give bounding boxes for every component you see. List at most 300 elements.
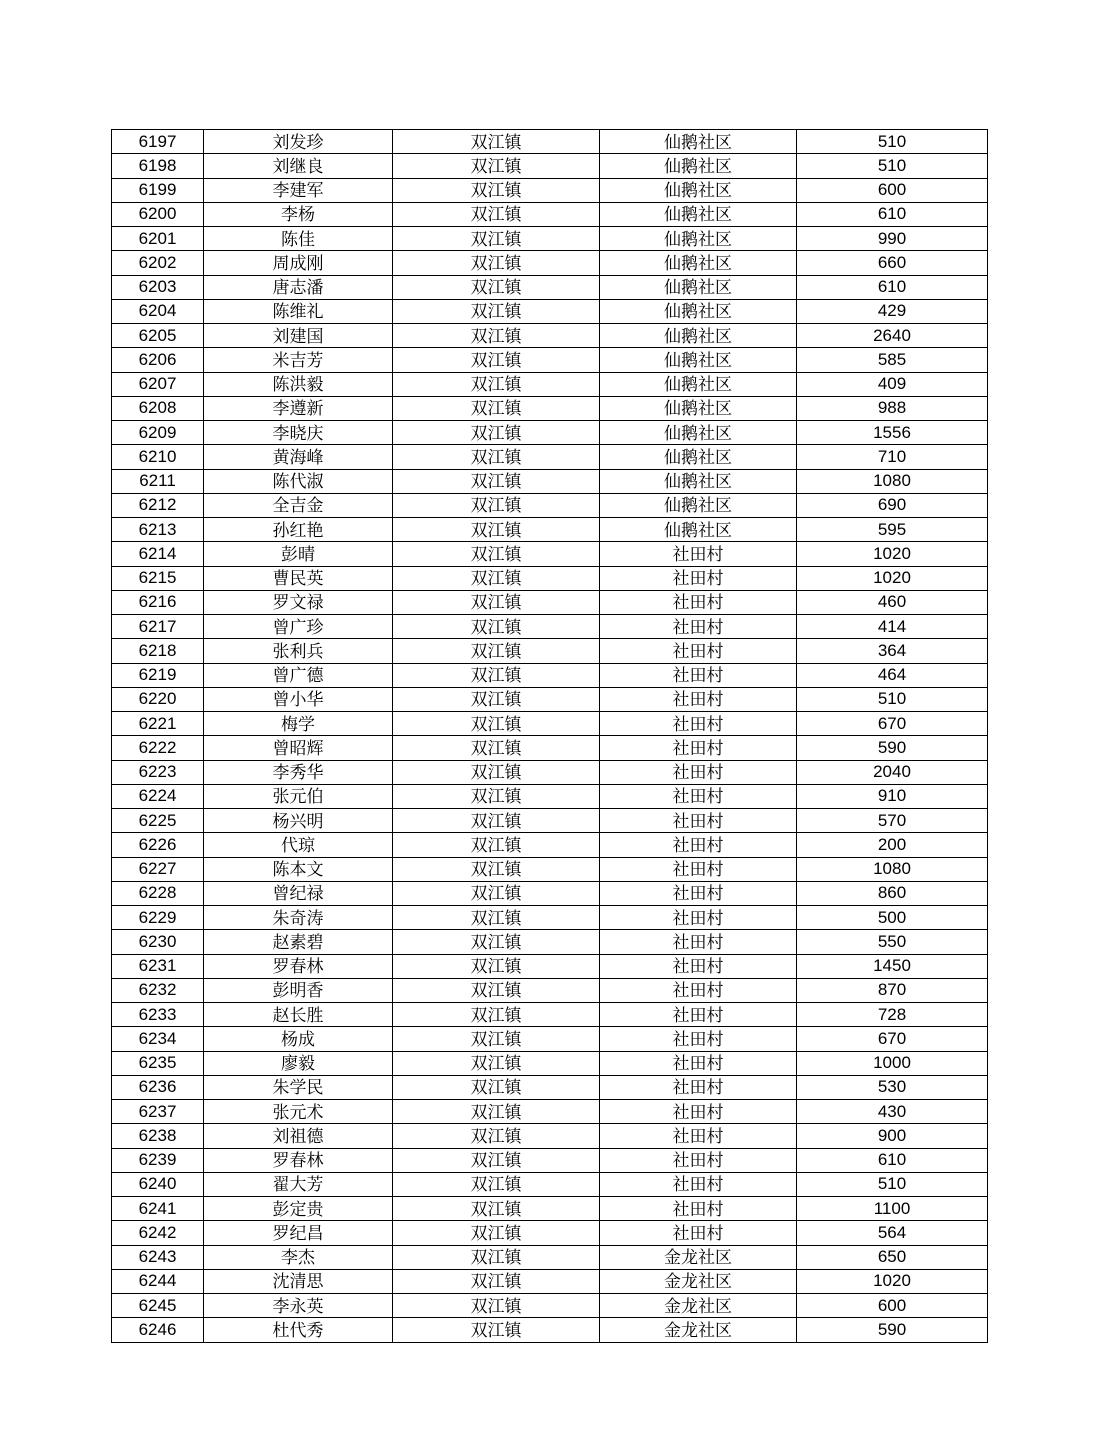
serial-number-cell: 6204 [112, 299, 204, 323]
name-cell: 代琼 [204, 833, 393, 857]
serial-number-cell: 6237 [112, 1100, 204, 1124]
community-cell: 仙鹅社区 [600, 396, 797, 420]
name-cell: 曾广德 [204, 663, 393, 687]
serial-number-cell: 6216 [112, 590, 204, 614]
name-cell: 罗纪昌 [204, 1221, 393, 1245]
community-cell: 仙鹅社区 [600, 202, 797, 226]
amount-cell: 610 [797, 1148, 988, 1172]
amount-cell: 728 [797, 1003, 988, 1027]
serial-number-cell: 6202 [112, 251, 204, 275]
town-cell: 双江镇 [393, 396, 600, 420]
table-row [112, 1269, 988, 1293]
serial-number-cell: 6207 [112, 372, 204, 396]
town-cell: 双江镇 [393, 1245, 600, 1269]
table-row [112, 784, 988, 808]
town-cell: 双江镇 [393, 178, 600, 202]
amount-cell: 710 [797, 445, 988, 469]
amount-cell: 585 [797, 348, 988, 372]
community-cell: 社田村 [600, 1172, 797, 1196]
serial-number-cell: 6198 [112, 154, 204, 178]
table-row [112, 299, 988, 323]
name-cell: 刘祖德 [204, 1124, 393, 1148]
town-cell: 双江镇 [393, 1148, 600, 1172]
community-cell: 仙鹅社区 [600, 324, 797, 348]
amount-cell: 510 [797, 1172, 988, 1196]
name-cell: 罗文禄 [204, 590, 393, 614]
town-cell: 双江镇 [393, 784, 600, 808]
table-row [112, 202, 988, 226]
name-cell: 李遵新 [204, 396, 393, 420]
amount-cell: 2640 [797, 324, 988, 348]
table-row [112, 663, 988, 687]
community-cell: 社田村 [600, 1051, 797, 1075]
records-body [112, 130, 988, 1343]
town-cell: 双江镇 [393, 954, 600, 978]
town-cell: 双江镇 [393, 299, 600, 323]
serial-number-cell: 6246 [112, 1318, 204, 1342]
community-cell: 社田村 [600, 784, 797, 808]
town-cell: 双江镇 [393, 348, 600, 372]
amount-cell: 1020 [797, 542, 988, 566]
name-cell: 陈代淑 [204, 469, 393, 493]
name-cell: 陈本文 [204, 857, 393, 881]
serial-number-cell: 6220 [112, 687, 204, 711]
town-cell: 双江镇 [393, 493, 600, 517]
table-row [112, 1124, 988, 1148]
community-cell: 金龙社区 [600, 1245, 797, 1269]
amount-cell: 510 [797, 687, 988, 711]
table-row [112, 809, 988, 833]
amount-cell: 690 [797, 493, 988, 517]
name-cell: 罗春林 [204, 1148, 393, 1172]
amount-cell: 870 [797, 978, 988, 1002]
name-cell: 张元伯 [204, 784, 393, 808]
name-cell: 李秀华 [204, 760, 393, 784]
town-cell: 双江镇 [393, 712, 600, 736]
table-row [112, 687, 988, 711]
amount-cell: 429 [797, 299, 988, 323]
amount-cell: 610 [797, 202, 988, 226]
table-row [112, 1027, 988, 1051]
name-cell: 张利兵 [204, 639, 393, 663]
name-cell: 罗春林 [204, 954, 393, 978]
town-cell: 双江镇 [393, 760, 600, 784]
table-row [112, 1318, 988, 1342]
community-cell: 社田村 [600, 566, 797, 590]
name-cell: 曾小华 [204, 687, 393, 711]
records-table [111, 129, 988, 1343]
name-cell: 米吉芳 [204, 348, 393, 372]
amount-cell: 590 [797, 1318, 988, 1342]
name-cell: 杨兴明 [204, 809, 393, 833]
community-cell: 社田村 [600, 712, 797, 736]
table-row [112, 906, 988, 930]
community-cell: 社田村 [600, 930, 797, 954]
table-row [112, 1100, 988, 1124]
community-cell: 社田村 [600, 1003, 797, 1027]
town-cell: 双江镇 [393, 663, 600, 687]
community-cell: 社田村 [600, 1148, 797, 1172]
name-cell: 沈清思 [204, 1269, 393, 1293]
town-cell: 双江镇 [393, 469, 600, 493]
town-cell: 双江镇 [393, 202, 600, 226]
amount-cell: 670 [797, 1027, 988, 1051]
table-row [112, 978, 988, 1002]
town-cell: 双江镇 [393, 906, 600, 930]
table-row [112, 542, 988, 566]
name-cell: 陈洪毅 [204, 372, 393, 396]
serial-number-cell: 6210 [112, 445, 204, 469]
amount-cell: 414 [797, 615, 988, 639]
table-row [112, 615, 988, 639]
town-cell: 双江镇 [393, 881, 600, 905]
name-cell: 刘发珍 [204, 130, 393, 154]
town-cell: 双江镇 [393, 1269, 600, 1293]
serial-number-cell: 6213 [112, 518, 204, 542]
amount-cell: 500 [797, 906, 988, 930]
amount-cell: 460 [797, 590, 988, 614]
serial-number-cell: 6230 [112, 930, 204, 954]
town-cell: 双江镇 [393, 1124, 600, 1148]
name-cell: 周成刚 [204, 251, 393, 275]
name-cell: 朱学民 [204, 1075, 393, 1099]
table-row [112, 930, 988, 954]
community-cell: 社田村 [600, 833, 797, 857]
table-row [112, 1003, 988, 1027]
table-row [112, 518, 988, 542]
name-cell: 赵长胜 [204, 1003, 393, 1027]
town-cell: 双江镇 [393, 1027, 600, 1051]
table-row [112, 396, 988, 420]
serial-number-cell: 6209 [112, 421, 204, 445]
amount-cell: 1556 [797, 421, 988, 445]
name-cell: 全吉金 [204, 493, 393, 517]
town-cell: 双江镇 [393, 566, 600, 590]
name-cell: 刘继良 [204, 154, 393, 178]
serial-number-cell: 6240 [112, 1172, 204, 1196]
table-row [112, 130, 988, 154]
community-cell: 金龙社区 [600, 1318, 797, 1342]
community-cell: 仙鹅社区 [600, 518, 797, 542]
community-cell: 仙鹅社区 [600, 469, 797, 493]
community-cell: 社田村 [600, 1075, 797, 1099]
table-row [112, 1197, 988, 1221]
amount-cell: 1080 [797, 857, 988, 881]
amount-cell: 1450 [797, 954, 988, 978]
town-cell: 双江镇 [393, 1003, 600, 1027]
table-row [112, 736, 988, 760]
name-cell: 彭晴 [204, 542, 393, 566]
serial-number-cell: 6211 [112, 469, 204, 493]
table-row [112, 227, 988, 251]
serial-number-cell: 6242 [112, 1221, 204, 1245]
town-cell: 双江镇 [393, 1172, 600, 1196]
name-cell: 刘建国 [204, 324, 393, 348]
table-row [112, 421, 988, 445]
community-cell: 仙鹅社区 [600, 178, 797, 202]
table-row [112, 372, 988, 396]
serial-number-cell: 6215 [112, 566, 204, 590]
town-cell: 双江镇 [393, 857, 600, 881]
community-cell: 社田村 [600, 1124, 797, 1148]
table-row [112, 445, 988, 469]
name-cell: 彭明香 [204, 978, 393, 1002]
name-cell: 张元术 [204, 1100, 393, 1124]
table-row [112, 1294, 988, 1318]
serial-number-cell: 6222 [112, 736, 204, 760]
serial-number-cell: 6236 [112, 1075, 204, 1099]
amount-cell: 550 [797, 930, 988, 954]
amount-cell: 1080 [797, 469, 988, 493]
name-cell: 李杨 [204, 202, 393, 226]
amount-cell: 660 [797, 251, 988, 275]
community-cell: 仙鹅社区 [600, 493, 797, 517]
community-cell: 社田村 [600, 1197, 797, 1221]
town-cell: 双江镇 [393, 421, 600, 445]
table-row [112, 154, 988, 178]
amount-cell: 910 [797, 784, 988, 808]
name-cell: 李杰 [204, 1245, 393, 1269]
community-cell: 社田村 [600, 590, 797, 614]
table-row [112, 1245, 988, 1269]
name-cell: 梅学 [204, 712, 393, 736]
community-cell: 仙鹅社区 [600, 227, 797, 251]
name-cell: 黄海峰 [204, 445, 393, 469]
amount-cell: 200 [797, 833, 988, 857]
serial-number-cell: 6212 [112, 493, 204, 517]
name-cell: 曾昭辉 [204, 736, 393, 760]
table-row [112, 1221, 988, 1245]
community-cell: 仙鹅社区 [600, 130, 797, 154]
community-cell: 仙鹅社区 [600, 445, 797, 469]
serial-number-cell: 6205 [112, 324, 204, 348]
amount-cell: 900 [797, 1124, 988, 1148]
table-row [112, 493, 988, 517]
amount-cell: 510 [797, 130, 988, 154]
table-row [112, 324, 988, 348]
name-cell: 陈佳 [204, 227, 393, 251]
serial-number-cell: 6223 [112, 760, 204, 784]
table-row [112, 178, 988, 202]
amount-cell: 600 [797, 178, 988, 202]
table-row [112, 469, 988, 493]
community-cell: 社田村 [600, 687, 797, 711]
town-cell: 双江镇 [393, 227, 600, 251]
community-cell: 社田村 [600, 857, 797, 881]
community-cell: 社田村 [600, 954, 797, 978]
community-cell: 社田村 [600, 978, 797, 1002]
amount-cell: 530 [797, 1075, 988, 1099]
name-cell: 朱奇涛 [204, 906, 393, 930]
amount-cell: 1000 [797, 1051, 988, 1075]
name-cell: 孙红艳 [204, 518, 393, 542]
serial-number-cell: 6203 [112, 275, 204, 299]
amount-cell: 610 [797, 275, 988, 299]
community-cell: 社田村 [600, 542, 797, 566]
serial-number-cell: 6206 [112, 348, 204, 372]
town-cell: 双江镇 [393, 736, 600, 760]
community-cell: 社田村 [600, 663, 797, 687]
serial-number-cell: 6224 [112, 784, 204, 808]
town-cell: 双江镇 [393, 1318, 600, 1342]
serial-number-cell: 6227 [112, 857, 204, 881]
serial-number-cell: 6244 [112, 1269, 204, 1293]
amount-cell: 1020 [797, 566, 988, 590]
table-row [112, 954, 988, 978]
town-cell: 双江镇 [393, 1197, 600, 1221]
table-row [112, 590, 988, 614]
community-cell: 社田村 [600, 760, 797, 784]
town-cell: 双江镇 [393, 978, 600, 1002]
community-cell: 金龙社区 [600, 1294, 797, 1318]
town-cell: 双江镇 [393, 1100, 600, 1124]
town-cell: 双江镇 [393, 1075, 600, 1099]
table-row [112, 251, 988, 275]
amount-cell: 860 [797, 881, 988, 905]
name-cell: 陈维礼 [204, 299, 393, 323]
name-cell: 杨成 [204, 1027, 393, 1051]
town-cell: 双江镇 [393, 130, 600, 154]
town-cell: 双江镇 [393, 154, 600, 178]
town-cell: 双江镇 [393, 590, 600, 614]
name-cell: 杜代秀 [204, 1318, 393, 1342]
amount-cell: 1100 [797, 1197, 988, 1221]
name-cell: 翟大芳 [204, 1172, 393, 1196]
serial-number-cell: 6241 [112, 1197, 204, 1221]
town-cell: 双江镇 [393, 275, 600, 299]
serial-number-cell: 6234 [112, 1027, 204, 1051]
community-cell: 仙鹅社区 [600, 421, 797, 445]
serial-number-cell: 6231 [112, 954, 204, 978]
name-cell: 唐志潘 [204, 275, 393, 299]
table-row [112, 1172, 988, 1196]
community-cell: 社田村 [600, 1027, 797, 1051]
community-cell: 社田村 [600, 906, 797, 930]
community-cell: 社田村 [600, 639, 797, 663]
community-cell: 社田村 [600, 881, 797, 905]
serial-number-cell: 6243 [112, 1245, 204, 1269]
amount-cell: 2040 [797, 760, 988, 784]
serial-number-cell: 6232 [112, 978, 204, 1002]
town-cell: 双江镇 [393, 445, 600, 469]
town-cell: 双江镇 [393, 372, 600, 396]
name-cell: 廖毅 [204, 1051, 393, 1075]
serial-number-cell: 6239 [112, 1148, 204, 1172]
amount-cell: 590 [797, 736, 988, 760]
town-cell: 双江镇 [393, 518, 600, 542]
table-row [112, 566, 988, 590]
table-row [112, 639, 988, 663]
serial-number-cell: 6214 [112, 542, 204, 566]
table-row [112, 857, 988, 881]
community-cell: 仙鹅社区 [600, 372, 797, 396]
table-row [112, 1051, 988, 1075]
amount-cell: 595 [797, 518, 988, 542]
town-cell: 双江镇 [393, 639, 600, 663]
serial-number-cell: 6208 [112, 396, 204, 420]
community-cell: 仙鹅社区 [600, 275, 797, 299]
community-cell: 社田村 [600, 1100, 797, 1124]
town-cell: 双江镇 [393, 324, 600, 348]
serial-number-cell: 6218 [112, 639, 204, 663]
community-cell: 仙鹅社区 [600, 251, 797, 275]
name-cell: 李晓庆 [204, 421, 393, 445]
amount-cell: 409 [797, 372, 988, 396]
serial-number-cell: 6226 [112, 833, 204, 857]
amount-cell: 988 [797, 396, 988, 420]
serial-number-cell: 6229 [112, 906, 204, 930]
table-row [112, 1075, 988, 1099]
serial-number-cell: 6200 [112, 202, 204, 226]
amount-cell: 570 [797, 809, 988, 833]
community-cell: 社田村 [600, 1221, 797, 1245]
serial-number-cell: 6235 [112, 1051, 204, 1075]
name-cell: 曾纪禄 [204, 881, 393, 905]
serial-number-cell: 6219 [112, 663, 204, 687]
amount-cell: 650 [797, 1245, 988, 1269]
amount-cell: 364 [797, 639, 988, 663]
table-row [112, 275, 988, 299]
name-cell: 曹民英 [204, 566, 393, 590]
town-cell: 双江镇 [393, 615, 600, 639]
serial-number-cell: 6217 [112, 615, 204, 639]
serial-number-cell: 6221 [112, 712, 204, 736]
community-cell: 仙鹅社区 [600, 348, 797, 372]
town-cell: 双江镇 [393, 833, 600, 857]
name-cell: 赵素碧 [204, 930, 393, 954]
table-row [112, 1148, 988, 1172]
serial-number-cell: 6245 [112, 1294, 204, 1318]
table-row [112, 712, 988, 736]
community-cell: 金龙社区 [600, 1269, 797, 1293]
community-cell: 仙鹅社区 [600, 299, 797, 323]
town-cell: 双江镇 [393, 251, 600, 275]
amount-cell: 430 [797, 1100, 988, 1124]
community-cell: 社田村 [600, 809, 797, 833]
amount-cell: 600 [797, 1294, 988, 1318]
serial-number-cell: 6238 [112, 1124, 204, 1148]
amount-cell: 1020 [797, 1269, 988, 1293]
serial-number-cell: 6225 [112, 809, 204, 833]
name-cell: 李永英 [204, 1294, 393, 1318]
serial-number-cell: 6197 [112, 130, 204, 154]
amount-cell: 990 [797, 227, 988, 251]
community-cell: 社田村 [600, 736, 797, 760]
town-cell: 双江镇 [393, 687, 600, 711]
amount-cell: 464 [797, 663, 988, 687]
name-cell: 曾广珍 [204, 615, 393, 639]
amount-cell: 510 [797, 154, 988, 178]
town-cell: 双江镇 [393, 930, 600, 954]
name-cell: 李建军 [204, 178, 393, 202]
town-cell: 双江镇 [393, 1221, 600, 1245]
table-row [112, 833, 988, 857]
table-row [112, 881, 988, 905]
community-cell: 仙鹅社区 [600, 154, 797, 178]
serial-number-cell: 6199 [112, 178, 204, 202]
amount-cell: 564 [797, 1221, 988, 1245]
town-cell: 双江镇 [393, 542, 600, 566]
town-cell: 双江镇 [393, 809, 600, 833]
amount-cell: 670 [797, 712, 988, 736]
table-row [112, 760, 988, 784]
serial-number-cell: 6233 [112, 1003, 204, 1027]
table-row [112, 348, 988, 372]
serial-number-cell: 6201 [112, 227, 204, 251]
town-cell: 双江镇 [393, 1051, 600, 1075]
town-cell: 双江镇 [393, 1294, 600, 1318]
community-cell: 社田村 [600, 615, 797, 639]
